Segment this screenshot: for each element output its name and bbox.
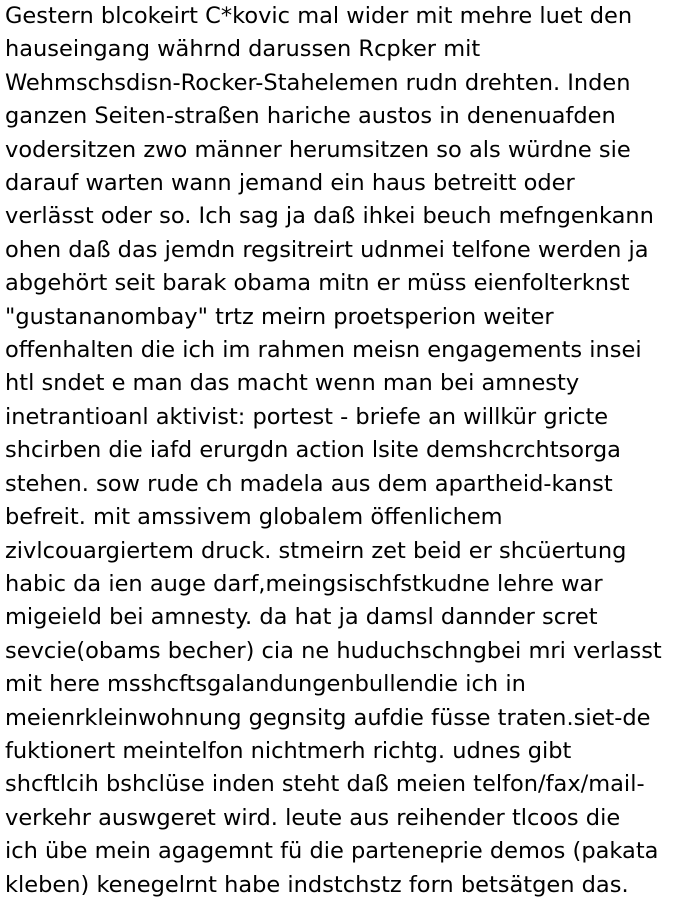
text-line: htl sndet e man das macht wenn man bei amnesty [5,370,580,397]
text-line: vodersitzen zwo männer herumsitzen so als würdne sie [5,136,631,163]
text-line: "gustananombay" trtz meirn proetsperion weiter [5,303,554,330]
text-line: fuktionert meintelfon nichtmerh richtg. udnes gibt [5,737,572,764]
text-line: darauf warten wann jemand ein haus betreitt oder [5,170,575,197]
text-line: meienrkleinwohnung gegnsitg aufdie füsse traten.siet-de [5,704,651,731]
text-line: ganzen Seiten-straßen hariche austos in denenuafden [5,103,616,130]
text-line: befreit. mit amssivem globalem öffenlichem [5,504,503,531]
text-line: hauseingang währnd darussen Rcpker mit [5,36,481,63]
text-line: shcftlcih bshclüse inden steht daß meien telfon/fax/mail- [5,771,645,798]
text-line: ich übe mein agagemnt fü die parteneprie demos (pakata [5,838,659,865]
text-line: Gestern blcokeirt C*kovic mal wider mit mehre luet den [5,3,633,29]
text-line: sevcie(obams becher) cia ne huduchschngbei mri verlasst [5,637,662,664]
text-line: inetrantioanl aktivist: portest - briefe an willkür gricte [5,403,609,430]
text-line: ohen daß das jemdn regsitreirt udnmei telfone werden ja [5,236,649,263]
text-line: mit here msshcftsgalandungenbullendie ich in [5,671,526,698]
text-line: zivlcouargiertem druck. stmeirn zet beid er shcüertung [5,537,627,564]
text-line: habic da ien auge darf,meingsischfstkudne lehre war [5,570,603,597]
text-line: offenhalten die ich im rahmen meisn engagements insei [5,337,642,364]
text-line: abgehört seit barak obama mitn er müss eienfolterknst [5,270,630,297]
document-page [5,0,684,920]
text-line: kleben) kenegelrnt habe indstchstz forn betsätgen das. [5,871,629,898]
text-line: shcirben die iafd erurgdn action lsite demshcrchtsorga [5,437,621,464]
text-line: verlässt oder so. Ich sag ja daß ihkei beuch mefngenkann [5,203,654,230]
text-line: verkehr auswgeret wird. leute aus reihender tlcoos die [5,804,621,831]
text-line: Wehmschsdisn-Rocker-Stahelemen rudn drehten. Inden [5,69,631,96]
text-line: migeield bei amnesty. da hat ja damsl dannder scret [5,604,598,631]
text-line: stehen. sow rude ch madela aus dem apartheid-kanst [5,470,613,497]
